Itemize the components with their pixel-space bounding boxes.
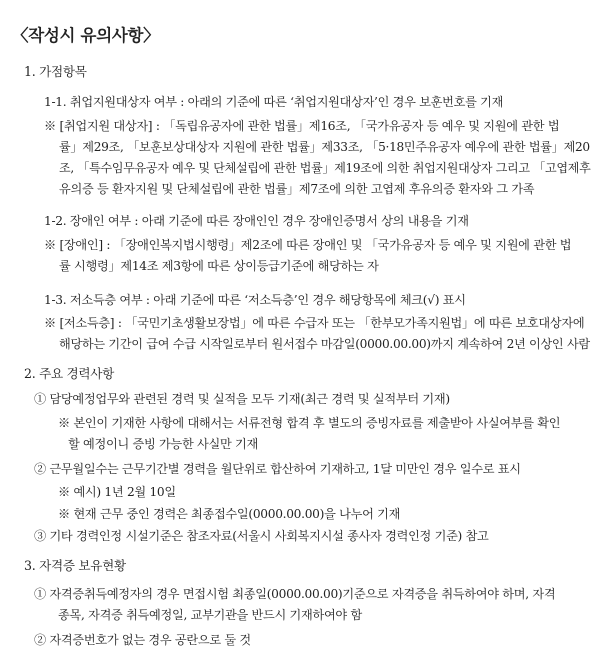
item-1-2-text: 1-2. 장애인 여부 : 아래 기준에 따른 장애인인 경우 장애인증명서 상의 내용을 기재: [44, 214, 469, 228]
item-1-2-note-line-1: ※ [장애인] : 「장애인복지법시행령」제2조에 따른 장애인 및 「국가유공자 등 예우 및 지원에 관한 법: [44, 238, 572, 252]
license-item-1-line-1: ① 자격증취득예정자의 경우 면접시험 최종일(0000.00.00)기준으로 자격증을 취득하여야 하며, 자격: [34, 587, 556, 601]
career-item-2-current-note: ※ 현재 근무 중인 경력은 최종접수일(0000.00.00)을 나누어 기재: [58, 507, 401, 521]
item-1-1-note-line-2: 률」제29조, 「보훈보상대상자 지원에 관한 법률」제33조, 「5·18민주유공자 예우에 관한 법률」제20: [59, 140, 590, 154]
item-1-1-note-line-1: ※ [취업지원 대상자] : 「독립유공자에 관한 법률」제16조, 「국가유공자 등 예우 및 지원에 관한 법: [44, 119, 560, 133]
section-2-heading: 2. 주요 경력사항: [24, 366, 115, 381]
page-title: 〈작성시 유의사항〉: [12, 26, 160, 45]
item-1-3-note-line-2: 해당하는 기간이 급여 수급 시작일로부터 원서접수 마감일(0000.00.00)까지 계속하여 2년 이상인 사람: [59, 337, 590, 351]
item-1-1-note-line-4: 유의증 등 환자지원 및 단체설립에 관한 법률」제7조에 의한 고엽제 후유의증 환자와 그 가족: [59, 182, 535, 196]
license-item-2: ② 자격증번호가 없는 경우 공란으로 둘 것: [34, 633, 251, 647]
license-item-1-line-2: 종목, 자격증 취득예정일, 교부기관을 반드시 기재하여야 함: [58, 608, 362, 622]
item-1-1-text: 1-1. 취업지원대상자 여부 : 아래의 기준에 따른 ‘취업지원대상자’인 경우 보훈번호를 기재: [44, 95, 504, 109]
career-item-1-note-line-1: ※ 본인이 기재한 사항에 대해서는 서류전형 합격 후 별도의 증빙자료를 제출받아 사실여부를 확인: [58, 416, 561, 430]
item-1-2-note-line-2: 률 시행령」제14조 제3항에 따른 상이등급기준에 해당하는 자: [59, 259, 379, 273]
career-item-3: ③ 기타 경력인정 시설기준은 참조자료(서울시 사회복지시설 종사자 경력인정 기준) 참고: [34, 529, 489, 543]
item-1-1-note-line-3: 조, 「특수임무유공자 예우 및 단체설립에 관한 법률」제19조에 의한 취업지원대상자 그리고 「고엽제후: [59, 161, 591, 175]
career-item-1-note-line-2: 할 예정이니 증빙 가능한 사실만 기재: [68, 437, 258, 451]
career-item-1: ① 담당예정업무와 관련된 경력 및 실적을 모두 기재(최근 경력 및 실적부터 기재): [34, 392, 450, 406]
item-1-3-note-line-1: ※ [저소득층] : 「국민기초생활보장법」에 따른 수급자 또는 「한부모가족지원법」에 따른 보호대상자에: [44, 316, 585, 330]
section-1-heading: 1. 가점항목: [24, 64, 87, 79]
career-item-2: ② 근무월일수는 근무기간별 경력을 월단위로 합산하여 기재하고, 1달 미만인 경우 일수로 표시: [34, 462, 521, 476]
section-3-heading: 3. 자격증 보유현황: [24, 558, 126, 573]
item-1-3-text: 1-3. 저소득층 여부 : 아래 기준에 따른 ‘저소득층’인 경우 해당항목에 체크(√) 표시: [44, 293, 466, 307]
career-item-2-example: ※ 예시) 1년 2월 10일: [58, 485, 176, 499]
